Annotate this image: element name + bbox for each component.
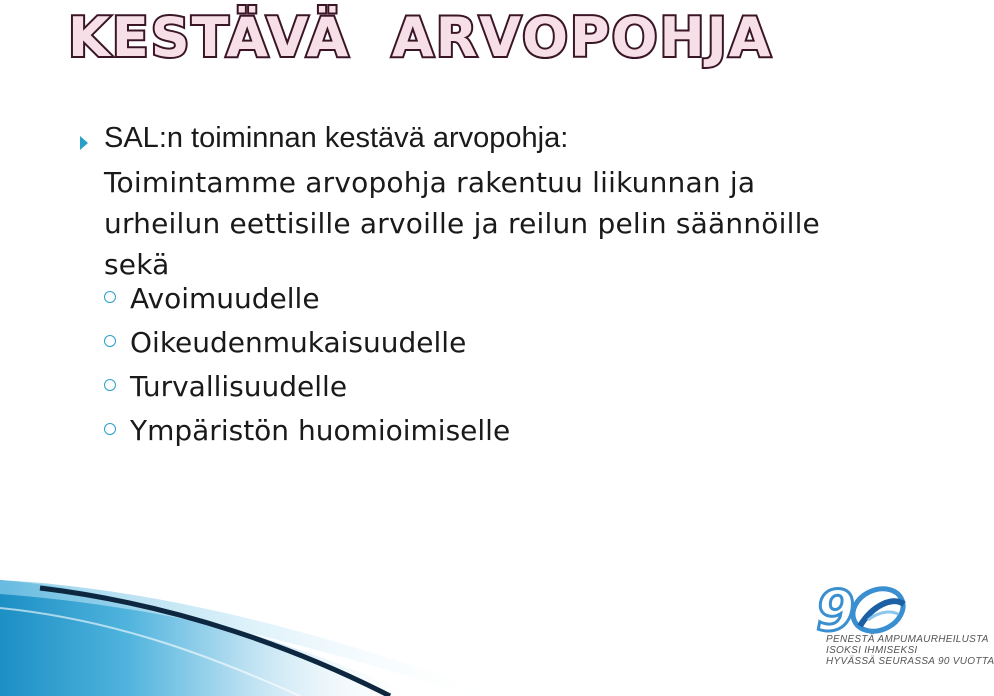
sub-bullet-item <box>104 370 347 403</box>
sub-bullet-text: Ympäristön huomioimiselle <box>130 414 511 447</box>
logo-line: HYVÄSSÄ SEURASSA 90 VUOTTA <box>826 656 994 667</box>
sub-bullet-text: Avoimuudelle <box>130 282 320 315</box>
sub-bullet-item <box>104 326 466 359</box>
arrow-bullet-icon <box>80 136 88 150</box>
logo-line: PENESTÄ AMPUMAURHEILUSTA <box>826 634 989 645</box>
circle-bullet-icon <box>104 335 116 347</box>
circle-bullet-icon <box>104 291 116 303</box>
slide-title-text: KESTÄVÄ ARVOPOHJA <box>68 6 773 69</box>
circle-bullet-icon <box>104 423 116 435</box>
bullet-paragraph: Toimintamme arvopohja rakentuu liikunnan ja urheilun eettisille arvoille ja reilun pelin säännöille sekä <box>104 166 820 281</box>
circle-bullet-icon <box>104 379 116 391</box>
bullet-heading: SAL:n toiminnan kestävä arvopohja: <box>104 122 569 154</box>
sub-bullet-item <box>104 414 510 447</box>
logo-line: ISOKSI IHMISEKSI <box>826 645 918 656</box>
sub-bullet-text: Oikeudenmukaisuudelle <box>130 326 467 359</box>
slide-title <box>60 4 773 70</box>
sub-bullet-text: Turvallisuudelle <box>130 370 348 403</box>
sub-bullet-item <box>104 282 320 315</box>
logo-text <box>826 634 994 667</box>
svg-text:9: 9 <box>816 579 855 644</box>
